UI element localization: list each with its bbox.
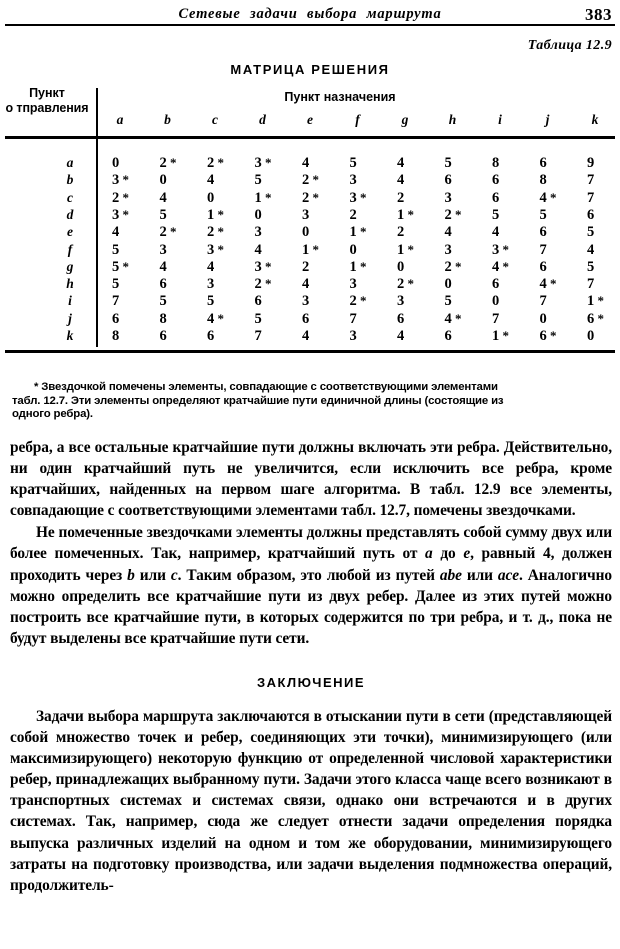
section-heading: ЗАКЛЮЧЕНИЕ (256, 674, 366, 690)
column-header-a: a (116, 112, 124, 127)
asterisk-marker: * (261, 258, 272, 274)
cell-d-e: 3 (302, 206, 310, 223)
column-header-j: j (545, 112, 550, 127)
row-label-k: k (66, 328, 74, 343)
asterisk-marker: * (166, 155, 177, 170)
row-label-b: b (66, 172, 74, 188)
asterisk-marker: * (261, 189, 272, 205)
cell-h-g: 2 * (397, 276, 414, 293)
cell-d-c: 1 * (207, 206, 224, 223)
footnote-line-2: табл. 12.7. Эти элементы определяют кратчайшие пути единичной длины (состоящие из (12, 394, 504, 407)
cell-i-e: 3 (302, 293, 310, 310)
cell-c-i: 6 (492, 189, 500, 206)
header-rule (5, 24, 615, 26)
cell-a-e: 4 (302, 155, 310, 171)
cell-k-j: 6 * (539, 328, 557, 344)
paragraph-1: ребра, а все остальные кратчайшие пути должны включать эти ребра. Действительно, ни один кратчайший путь не увеличится, если исключить все ребра, кроме кратчайших, найденных на первом шаге алгоритма. В табл. 12.9 все элементы, совпадающие с соответствующими элементами табл. 12.7, помечены звездочками. (10, 439, 612, 520)
cell-j-j: 0 (539, 310, 547, 327)
cell-e-i: 4 (492, 224, 500, 241)
cell-i-f: 2 * (349, 293, 367, 310)
cell-b-g: 4 (397, 172, 405, 189)
math-var-c: c (170, 566, 178, 584)
paragraph-2 (10, 522, 612, 649)
cell-g-b: 4 (159, 258, 167, 275)
row-label-a: a (66, 155, 74, 170)
cell-d-k: 6 (587, 206, 595, 223)
paragraph-3: Задачи выбора маршрута заключаются в отыскании пути в сети (представляющей собой множество точек и ребер, соединяющих эти точки), минимизирующего (или максимизирующего) некоторую функцию от определенной числовой характеристики ребер, принадлежащих выбранному пути. Задачи этого класса чаще всего возникают в транспортных системах и системах связи, однако они встречаются и в других системах. Так, например, сюда же следует отнести задачи определения порядка выпуска различных изделий на одном и том же оборудовании, минимизирующего затраты на подготовку производства, или задачи выделения подмножества операций, продолжитель- (10, 707, 612, 894)
asterisk-marker: * (309, 189, 319, 205)
cell-g-h: 2 * (444, 258, 462, 275)
cell-f-i: 3 * (492, 241, 509, 258)
decision-matrix-table (0, 84, 620, 356)
cell-d-g: 1 * (397, 206, 414, 223)
cell-a-g: 4 (397, 155, 405, 171)
asterisk-marker: * (499, 328, 509, 343)
cell-b-i: 6 (492, 172, 500, 189)
cell-g-c: 4 (207, 258, 215, 275)
cell-a-i: 8 (492, 155, 500, 171)
column-header-f: f (355, 112, 360, 127)
column-header-c: c (212, 112, 218, 127)
asterisk-marker: * (451, 206, 462, 222)
cell-b-k: 7 (587, 172, 595, 189)
cell-e-b: 2 * (159, 224, 177, 241)
cell-e-e: 0 (302, 224, 310, 241)
paragraph-2-seg-2: до (432, 545, 464, 563)
column-header-b: b (164, 112, 171, 127)
cell-g-a: 5 * (112, 258, 129, 275)
math-var-a: a (425, 545, 433, 563)
asterisk-marker: * (356, 258, 367, 274)
asterisk-marker: * (356, 293, 367, 309)
stub-header-line1: Пункт (29, 86, 65, 100)
body-text (10, 437, 612, 896)
paragraph-2-seg-4: или (134, 566, 171, 584)
cell-i-i: 0 (492, 293, 500, 310)
cell-k-c: 6 (207, 328, 215, 344)
cell-a-b: 2 * (159, 155, 177, 171)
cell-h-d: 2 * (254, 276, 272, 293)
asterisk-marker: * (546, 276, 557, 292)
cell-k-a: 8 (112, 328, 120, 344)
cell-e-f: 1 * (349, 224, 367, 241)
row-label-e: e (67, 224, 73, 240)
running-head-title: Сетевые задачи выбора маршрута (178, 6, 442, 22)
cell-a-d: 3 * (254, 155, 272, 171)
asterisk-marker: * (214, 241, 224, 257)
cell-d-b: 5 (159, 206, 167, 223)
cell-j-i: 7 (492, 310, 500, 327)
cell-f-a: 5 (112, 241, 120, 258)
cell-k-e: 4 (302, 328, 310, 344)
asterisk-marker: * (546, 189, 557, 205)
column-header-g: g (401, 112, 409, 127)
cell-e-h: 4 (444, 224, 452, 241)
paragraph-2-seg-6: или (461, 566, 498, 584)
asterisk-marker: * (261, 276, 272, 292)
cell-e-g: 2 (397, 224, 405, 241)
cell-f-k: 4 (587, 241, 595, 258)
cell-b-f: 3 (349, 172, 357, 189)
cell-a-j: 6 (539, 155, 547, 171)
math-path-ace: ace (497, 566, 519, 584)
cell-j-e: 6 (302, 310, 310, 327)
cell-j-d: 5 (254, 310, 262, 327)
paragraph-2-seg-5: . Таким образом, это любой из путей (177, 566, 440, 584)
stub-header (0, 86, 94, 116)
math-var-e: e (463, 545, 471, 563)
cell-a-c: 2 * (207, 155, 224, 171)
math-var-b: b (127, 566, 135, 584)
asterisk-marker: * (594, 310, 604, 326)
column-header-k: k (591, 112, 599, 127)
cell-g-i: 4 * (492, 258, 509, 275)
cell-g-j: 6 (539, 258, 547, 275)
row-label-g: g (66, 258, 74, 274)
cell-a-a: 0 (112, 155, 120, 171)
cell-d-f: 2 (349, 206, 357, 223)
cell-d-j: 5 (539, 206, 547, 223)
cell-i-h: 5 (444, 293, 452, 310)
row-label-j: j (68, 310, 72, 326)
cell-e-a: 4 (112, 224, 120, 241)
cell-i-k: 1 * (587, 293, 604, 310)
asterisk-marker: * (594, 293, 604, 309)
asterisk-marker: * (499, 241, 509, 257)
asterisk-marker: * (166, 224, 177, 240)
cell-c-b: 4 (159, 189, 167, 206)
asterisk-marker: * (546, 328, 557, 343)
stub-header-line2: о тправления (5, 101, 89, 115)
cell-k-f: 3 (349, 328, 357, 344)
cell-d-i: 5 (492, 206, 500, 223)
paragraph-2-seg-3: , равный 4, должен проходить через (10, 545, 612, 584)
asterisk-marker: * (404, 206, 414, 222)
asterisk-marker: * (451, 310, 462, 326)
cell-k-g: 4 (397, 328, 405, 344)
asterisk-marker: * (119, 189, 129, 205)
cell-b-c: 4 (207, 172, 215, 189)
cell-a-k: 9 (587, 155, 595, 171)
cell-h-f: 3 (349, 276, 357, 293)
cell-c-g: 2 (397, 189, 405, 206)
cell-c-d: 1 * (254, 189, 272, 206)
cell-h-e: 4 (302, 276, 310, 293)
cell-c-a: 2 * (112, 189, 129, 206)
asterisk-marker: * (451, 258, 462, 274)
cell-h-b: 6 (159, 276, 167, 293)
row-label-d: d (66, 206, 74, 222)
paragraph-2-seg-7: . Аналогично можно определить все кратчайшие пути из двух ребер. Далее из этих путей можно построить все кратчайшие пути, в которых содержится по три ребра, и т. д., пока не будут выделены все кратчайшие пути сети. (10, 566, 612, 647)
cell-c-f: 3 * (349, 189, 367, 206)
cell-b-a: 3 * (112, 172, 129, 189)
cell-i-d: 6 (254, 293, 262, 310)
cell-e-c: 2 * (207, 224, 224, 241)
asterisk-marker: * (499, 258, 509, 274)
asterisk-marker: * (119, 172, 129, 188)
cell-i-c: 5 (207, 293, 215, 310)
asterisk-marker: * (119, 258, 129, 274)
cell-j-c: 4 * (207, 310, 224, 327)
cell-j-k: 6 * (587, 310, 604, 327)
cell-k-d: 7 (254, 328, 262, 344)
footnote-line-3: одного ребра). (12, 408, 93, 421)
asterisk-marker: * (356, 189, 367, 205)
row-label-i: i (68, 293, 72, 309)
cell-h-k: 7 (587, 276, 595, 293)
asterisk-marker: * (309, 241, 319, 257)
cell-k-k: 0 (587, 328, 595, 344)
asterisk-marker: * (356, 224, 367, 240)
cell-c-c: 0 (207, 189, 215, 206)
cell-f-j: 7 (539, 241, 547, 258)
cell-j-b: 8 (159, 310, 167, 327)
cell-c-k: 7 (587, 189, 595, 206)
cell-f-c: 3 * (207, 241, 224, 258)
cell-g-e: 2 (302, 258, 310, 275)
row-label-f: f (67, 241, 73, 257)
cell-k-b: 6 (159, 328, 167, 344)
cell-j-g: 6 (397, 310, 405, 327)
cell-h-c: 3 (207, 276, 215, 293)
asterisk-marker: * (261, 155, 272, 170)
asterisk-marker: * (214, 310, 224, 326)
cell-i-a: 7 (112, 293, 120, 310)
asterisk-marker: * (119, 206, 129, 222)
cell-g-k: 5 (587, 258, 595, 275)
cell-f-e: 1 * (302, 241, 319, 258)
column-header-d: d (259, 112, 266, 127)
page-number: 383 (585, 5, 612, 24)
cell-e-j: 6 (539, 224, 547, 241)
cell-g-g: 0 (397, 258, 405, 275)
asterisk-marker: * (404, 241, 414, 257)
cell-c-e: 2 * (302, 189, 319, 206)
cell-f-f: 0 (349, 241, 357, 258)
cell-f-b: 3 (159, 241, 167, 258)
cell-g-d: 3 * (254, 258, 272, 275)
table-vertical-rule (96, 88, 98, 347)
cell-f-h: 3 (444, 241, 452, 258)
cell-h-h: 0 (444, 276, 452, 293)
table-top-rule (5, 136, 615, 139)
cell-d-d: 0 (254, 206, 262, 223)
cell-h-j: 4 * (539, 276, 557, 293)
column-header-e: e (307, 112, 313, 127)
cell-a-f: 5 (349, 155, 357, 171)
table-title: МАТРИЦА РЕШЕНИЯ (230, 62, 390, 77)
table-number-label: Таблица 12.9 (527, 38, 612, 53)
cell-h-i: 6 (492, 276, 500, 293)
row-label-c: c (67, 189, 73, 205)
cell-g-f: 1 * (349, 258, 367, 275)
cell-i-g: 3 (397, 293, 405, 310)
cell-b-d: 5 (254, 172, 262, 189)
destination-header: Пункт назначения (284, 90, 396, 104)
cell-j-f: 7 (349, 310, 357, 327)
cell-b-h: 6 (444, 172, 452, 189)
row-label-h: h (66, 276, 74, 292)
table-bottom-rule (5, 350, 615, 353)
asterisk-marker: * (214, 206, 224, 222)
cell-d-a: 3 * (112, 206, 129, 223)
cell-k-h: 6 (444, 328, 452, 344)
cell-h-a: 5 (112, 276, 120, 293)
cell-e-d: 3 (254, 224, 262, 241)
asterisk-marker: * (309, 172, 319, 188)
asterisk-marker: * (404, 276, 414, 292)
cell-j-a: 6 (112, 310, 120, 327)
cell-b-j: 8 (539, 172, 547, 189)
cell-e-k: 5 (587, 224, 595, 241)
cell-i-b: 5 (159, 293, 167, 310)
footnote-line-1: * Звездочкой помечены элементы, совпадающие с соответствующими элементами (34, 381, 498, 393)
column-header-i: i (498, 112, 502, 127)
cell-j-h: 4 * (444, 310, 462, 327)
cell-c-h: 3 (444, 189, 452, 206)
cell-i-j: 7 (539, 293, 547, 310)
paragraph-2-seg-1: Не помеченные звездочками элементы должны представлять собой сумму двух или более помеченных. Так, например, кратчайший путь от (10, 524, 612, 563)
column-header-h: h (448, 112, 457, 127)
cell-a-h: 5 (444, 155, 452, 171)
cell-b-e: 2 * (302, 172, 319, 189)
math-path-abe: abe (439, 566, 462, 584)
cell-f-g: 1 * (397, 241, 414, 258)
asterisk-marker: * (214, 224, 224, 240)
cell-c-j: 4 * (539, 189, 557, 206)
cell-d-h: 2 * (444, 206, 462, 223)
cell-k-i: 1 * (492, 328, 509, 344)
table-footnote (12, 381, 610, 422)
cell-f-d: 4 (254, 241, 262, 258)
cell-b-b: 0 (159, 172, 167, 189)
asterisk-marker: * (214, 155, 224, 170)
